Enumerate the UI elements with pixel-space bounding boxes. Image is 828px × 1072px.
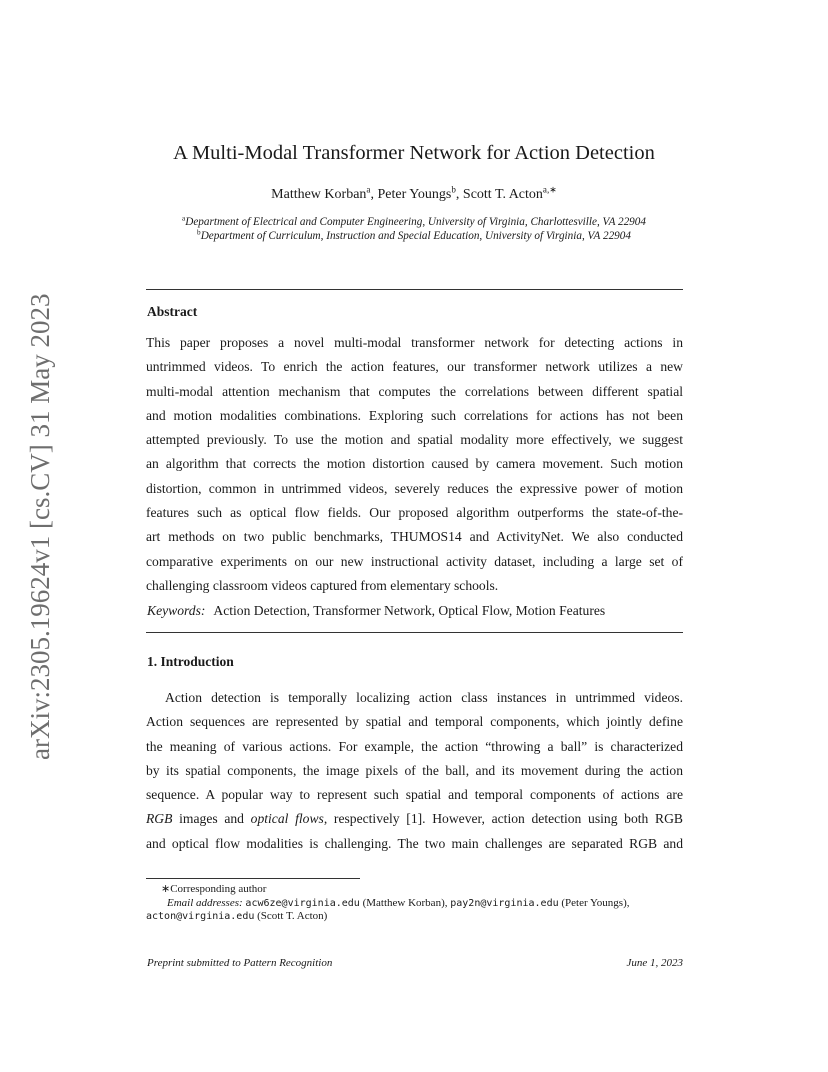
email-link[interactable]: acton@virginia.edu: [146, 911, 255, 922]
body-line: the meaning of various actions. For example, the action “throwing a ball” is characterized: [146, 738, 683, 754]
keywords-text: Action Detection, Transformer Network, Optical Flow, Motion Features: [213, 603, 606, 618]
section-body: [146, 686, 683, 856]
abstract-line: distortion, common in untrimmed videos, severely reduces the expressive power of motion: [146, 480, 683, 496]
footer-date: June 1, 2023: [626, 957, 683, 969]
affiliation-sup: a: [182, 214, 186, 223]
abstract-line: multi-modal attention mechanism that computes the correlations between different spatial: [146, 383, 683, 399]
paper-title: A Multi-Modal Transformer Network for Action Detection: [173, 142, 655, 164]
divider: [146, 632, 683, 633]
body-italic: optical flows: [250, 811, 324, 827]
body-line: by its spatial components, the image pixels of the ball, and its movement during the action: [146, 762, 683, 778]
body-italic: RGB: [146, 811, 173, 827]
footnote-emails-cont: [146, 909, 686, 924]
author-sup: b: [451, 184, 456, 195]
body-line: sequence. A popular way to represent such spatial and temporal components of actions are: [146, 787, 683, 803]
abstract-line: attempted previously. To use the motion and spatial modality more effectively, we suggest: [146, 432, 683, 448]
divider: [146, 289, 683, 290]
author-name: Peter Youngs: [377, 187, 452, 202]
arxiv-stamp: arXiv:2305.19624v1 [cs.CV] 31 May 2023: [25, 293, 55, 760]
abstract-line: comparative experiments on our new instructional activity dataset, including a large set of: [146, 553, 683, 569]
email-label: Email addresses:: [167, 897, 243, 909]
section-heading: 1. Introduction: [147, 654, 234, 669]
abstract-line: challenging classroom videos captured from elementary schools.: [146, 577, 499, 593]
body-line: Action sequences are represented by spatial and temporal components, which jointly define: [146, 714, 683, 730]
affiliation: [0, 216, 828, 228]
footnote-divider: [146, 878, 360, 879]
email-owner: (Matthew Korban),: [359, 897, 451, 909]
keywords-label: Keywords:: [147, 603, 206, 618]
author-sup: a,∗: [542, 184, 557, 195]
abstract-line: art methods on two public benchmarks, THUMOS14 and ActivityNet. We also conducted: [146, 529, 683, 545]
body-line: and optical flow modalities is challenging. The two main challenges are separated RGB and: [146, 835, 683, 851]
author-name: Scott T. Acton: [462, 187, 543, 202]
email-owner: (Scott T. Acton): [254, 910, 328, 922]
author-list: Matthew Korban$^a$, Peter Youngs$^b$, Scott T. Acton$^{a,∗}$: [271, 184, 557, 202]
affiliation-text: Department of Curriculum, Instruction and Special Education, University of Virginia, VA 22904: [200, 230, 631, 242]
affiliation-text: Department of Electrical and Computer Engineering, University of Virginia, Charlottesville, VA 22904: [185, 216, 646, 228]
abstract-line: features such as optical flow fields. Our proposed algorithm outperforms the state-of-the-: [146, 505, 683, 521]
abstract-body: [146, 331, 683, 598]
body-line: [146, 807, 683, 831]
body-text: , respectively [1]. However, action detection using both RGB: [323, 811, 683, 827]
footnote-corresponding: ∗Corresponding author: [161, 883, 267, 895]
abstract-heading: Abstract: [147, 304, 198, 319]
email-owner: (Peter Youngs),: [558, 897, 630, 909]
abstract-line: and motion modalities combinations. Exploring such correlations for actions has not been: [146, 407, 683, 423]
email-link[interactable]: acw6ze@virginia.edu: [245, 898, 360, 909]
author-sup: a: [366, 184, 371, 195]
body-line: Action detection is temporally localizing action class instances in untrimmed videos.: [165, 690, 683, 705]
abstract-line: untrimmed videos. To enrich the action features, our transformer network utilizes a new: [146, 359, 683, 375]
body-text: images and: [172, 811, 251, 827]
footer-journal: Preprint submitted to Pattern Recognition: [147, 957, 333, 969]
affiliation-sup: b: [197, 228, 201, 237]
author-name: Matthew Korban: [271, 187, 367, 202]
affiliation: [0, 230, 828, 242]
email-link[interactable]: pay2n@virginia.edu: [450, 898, 559, 909]
abstract-line: an algorithm that corrects the motion distortion caused by camera movement. Such motion: [146, 456, 683, 472]
abstract-line: This paper proposes a novel multi-modal transformer network for detecting actions in: [146, 335, 683, 350]
keywords: [147, 603, 605, 619]
